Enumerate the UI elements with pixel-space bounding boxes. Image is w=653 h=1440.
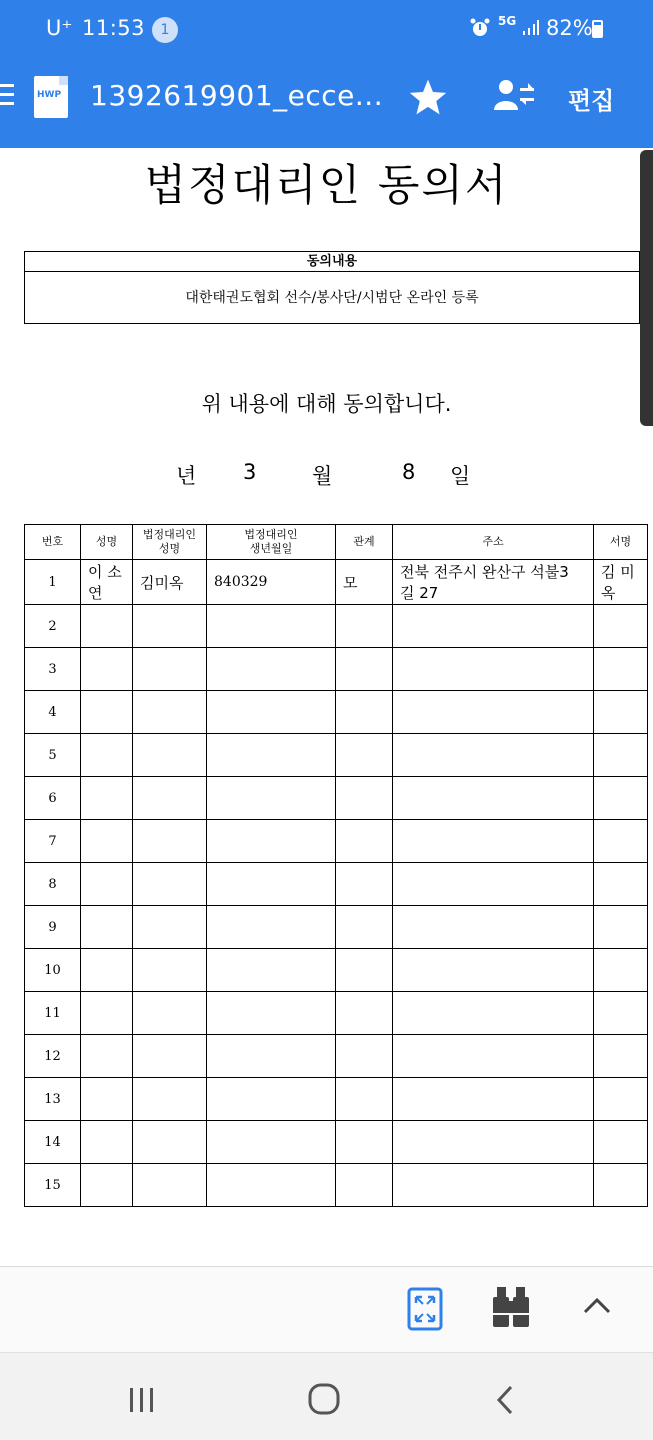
cell-address — [393, 906, 594, 949]
cell-address — [393, 1078, 594, 1121]
cell-signature — [594, 691, 648, 734]
cell-name — [81, 691, 133, 734]
cell-guardian-birth — [207, 820, 336, 863]
cell-relation — [336, 949, 393, 992]
cell-relation — [336, 734, 393, 777]
cell-guardian-birth — [207, 648, 336, 691]
cell-address — [393, 820, 594, 863]
cell-signature: 김 미 옥 — [594, 560, 648, 605]
column-header-address: 주소 — [393, 525, 594, 560]
table-row — [25, 820, 648, 863]
carrier-label: U⁺ — [46, 16, 73, 40]
cell-name — [81, 1078, 133, 1121]
cell-signature — [594, 992, 648, 1035]
cell-name — [81, 1035, 133, 1078]
cell-relation: 모 — [336, 560, 393, 605]
cell-address — [393, 691, 594, 734]
cell-signature — [594, 949, 648, 992]
cell-signature — [594, 734, 648, 777]
date-day-label: 일 — [450, 464, 471, 488]
cell-name — [81, 777, 133, 820]
cell-guardian-name — [133, 949, 207, 992]
cell-guardian-name — [133, 1035, 207, 1078]
cell-signature — [594, 820, 648, 863]
table-row — [25, 949, 648, 992]
cell-no: 15 — [25, 1164, 81, 1207]
bottom-toolbar — [0, 1266, 653, 1352]
cell-signature — [594, 863, 648, 906]
column-header-no: 번호 — [25, 525, 81, 560]
cell-name — [81, 605, 133, 648]
cell-address — [393, 1164, 594, 1207]
date-day: 8 — [402, 460, 416, 484]
cell-guardian-name — [133, 1078, 207, 1121]
cell-guardian-birth — [207, 1121, 336, 1164]
table-row — [25, 691, 648, 734]
network-type-label: 5G — [498, 14, 517, 28]
guardian-table — [24, 524, 648, 1207]
cell-guardian-birth — [207, 691, 336, 734]
hwp-file-icon — [34, 76, 68, 118]
cell-no: 11 — [25, 992, 81, 1035]
document-title: 법정대리인 동의서 — [144, 161, 509, 211]
agree-statement: 위 내용에 대해 동의합니다. — [201, 392, 452, 416]
cell-guardian-birth — [207, 734, 336, 777]
column-header-relation: 관계 — [336, 525, 393, 560]
cell-guardian-birth — [207, 605, 336, 648]
table-row — [25, 734, 648, 777]
cell-guardian-name — [133, 906, 207, 949]
binoculars-icon[interactable] — [491, 1287, 531, 1333]
cell-no: 3 — [25, 648, 81, 691]
table-row — [25, 1035, 648, 1078]
cell-guardian-name — [133, 691, 207, 734]
status-bar — [0, 0, 653, 48]
cell-name — [81, 734, 133, 777]
cell-signature — [594, 1121, 648, 1164]
fit-screen-icon[interactable] — [407, 1287, 443, 1335]
cell-signature — [594, 777, 648, 820]
date-month-label: 월 — [312, 464, 333, 488]
cell-address — [393, 949, 594, 992]
alarm-icon — [470, 18, 490, 42]
cell-relation — [336, 992, 393, 1035]
cell-name — [81, 906, 133, 949]
column-header-name: 성명 — [81, 525, 133, 560]
cell-guardian-birth — [207, 863, 336, 906]
date-month: 3 — [243, 460, 257, 484]
cell-guardian-birth — [207, 906, 336, 949]
cell-guardian-birth: 840329 — [207, 560, 336, 605]
cell-guardian-name — [133, 863, 207, 906]
cell-guardian-name — [133, 992, 207, 1035]
cell-address — [393, 1035, 594, 1078]
cell-relation — [336, 648, 393, 691]
notification-count-badge: 1 — [152, 17, 178, 43]
battery-icon — [592, 20, 603, 38]
cell-guardian-birth — [207, 1078, 336, 1121]
cell-relation — [336, 605, 393, 648]
document-page — [0, 148, 653, 1266]
cell-address — [393, 734, 594, 777]
cell-guardian-birth — [207, 949, 336, 992]
app-bar — [0, 48, 653, 148]
cell-guardian-name — [133, 734, 207, 777]
table-row — [25, 605, 648, 648]
table-row — [25, 648, 648, 691]
cell-signature — [594, 648, 648, 691]
cell-signature — [594, 1035, 648, 1078]
cell-guardian-birth — [207, 777, 336, 820]
recent-apps-icon[interactable] — [128, 1386, 156, 1418]
cell-signature — [594, 1078, 648, 1121]
cell-address — [393, 605, 594, 648]
cell-relation — [336, 820, 393, 863]
cell-guardian-birth — [207, 992, 336, 1035]
consent-text: 대한태권도협회 선수/봉사단/시범단 온라인 등록 — [185, 290, 479, 306]
table-row — [25, 777, 648, 820]
cell-name — [81, 648, 133, 691]
cell-guardian-name — [133, 605, 207, 648]
cell-name — [81, 1121, 133, 1164]
cell-no: 1 — [25, 560, 81, 605]
cell-no: 6 — [25, 777, 81, 820]
cell-name — [81, 820, 133, 863]
cell-no: 2 — [25, 605, 81, 648]
menu-icon[interactable] — [0, 84, 14, 108]
column-header-signature: 서명 — [594, 525, 648, 560]
consent-header: 동의내용 — [25, 252, 639, 272]
cell-address: 전북 전주시 완산구 석불3 길 27 — [393, 560, 594, 605]
cell-guardian-name: 김미옥 — [133, 560, 207, 605]
share-user-icon[interactable] — [494, 78, 536, 118]
cell-address — [393, 648, 594, 691]
table-row — [25, 1121, 648, 1164]
cell-guardian-birth — [207, 1164, 336, 1207]
table-row — [25, 1078, 648, 1121]
cell-guardian-name — [133, 1164, 207, 1207]
cell-no: 13 — [25, 1078, 81, 1121]
cell-no: 9 — [25, 906, 81, 949]
table-body — [25, 560, 648, 1207]
cell-signature — [594, 605, 648, 648]
cell-signature — [594, 906, 648, 949]
cell-relation — [336, 777, 393, 820]
signal-icon — [522, 20, 540, 40]
cell-guardian-name — [133, 820, 207, 863]
cell-relation — [336, 1121, 393, 1164]
cell-name — [81, 1164, 133, 1207]
cell-guardian-name — [133, 648, 207, 691]
cell-name: 이 소 연 — [81, 560, 133, 605]
cell-address — [393, 992, 594, 1035]
table-row — [25, 992, 648, 1035]
cell-relation — [336, 863, 393, 906]
column-header-guardian-birth: 법정대리인 생년월일 — [207, 525, 336, 560]
cell-no: 14 — [25, 1121, 81, 1164]
consent-box — [24, 251, 640, 324]
table-row — [25, 863, 648, 906]
table-header-row — [25, 525, 648, 560]
cell-guardian-birth — [207, 1035, 336, 1078]
system-nav-bar — [0, 1352, 653, 1440]
cell-name — [81, 949, 133, 992]
date-year-label: 년 — [176, 464, 197, 488]
cell-relation — [336, 1078, 393, 1121]
cell-address — [393, 1121, 594, 1164]
cell-relation — [336, 691, 393, 734]
star-icon[interactable] — [408, 78, 448, 120]
cell-no: 5 — [25, 734, 81, 777]
cell-address — [393, 777, 594, 820]
cell-no: 10 — [25, 949, 81, 992]
scrollbar-handle[interactable] — [640, 150, 653, 426]
cell-no: 8 — [25, 863, 81, 906]
chevron-up-icon[interactable] — [582, 1295, 612, 1319]
home-icon[interactable] — [308, 1383, 340, 1419]
cell-guardian-name — [133, 777, 207, 820]
table-row — [25, 1164, 648, 1207]
cell-address — [393, 863, 594, 906]
cell-guardian-name — [133, 1121, 207, 1164]
cell-no: 7 — [25, 820, 81, 863]
file-name: 1392619901_ecce... — [90, 79, 384, 112]
table-row — [25, 560, 648, 605]
battery-percent: 82% — [546, 16, 593, 40]
cell-signature — [594, 1164, 648, 1207]
cell-relation — [336, 1035, 393, 1078]
cell-no: 4 — [25, 691, 81, 734]
cell-relation — [336, 1164, 393, 1207]
cell-name — [81, 992, 133, 1035]
cell-no: 12 — [25, 1035, 81, 1078]
table-row — [25, 906, 648, 949]
clock: 11:53 — [82, 16, 146, 40]
file-type-label: HWP — [37, 90, 62, 100]
cell-name — [81, 863, 133, 906]
column-header-guardian-name: 법정대리인 성명 — [133, 525, 207, 560]
cell-relation — [336, 906, 393, 949]
edit-button[interactable]: 편집 — [568, 87, 615, 115]
back-icon[interactable] — [495, 1385, 515, 1419]
